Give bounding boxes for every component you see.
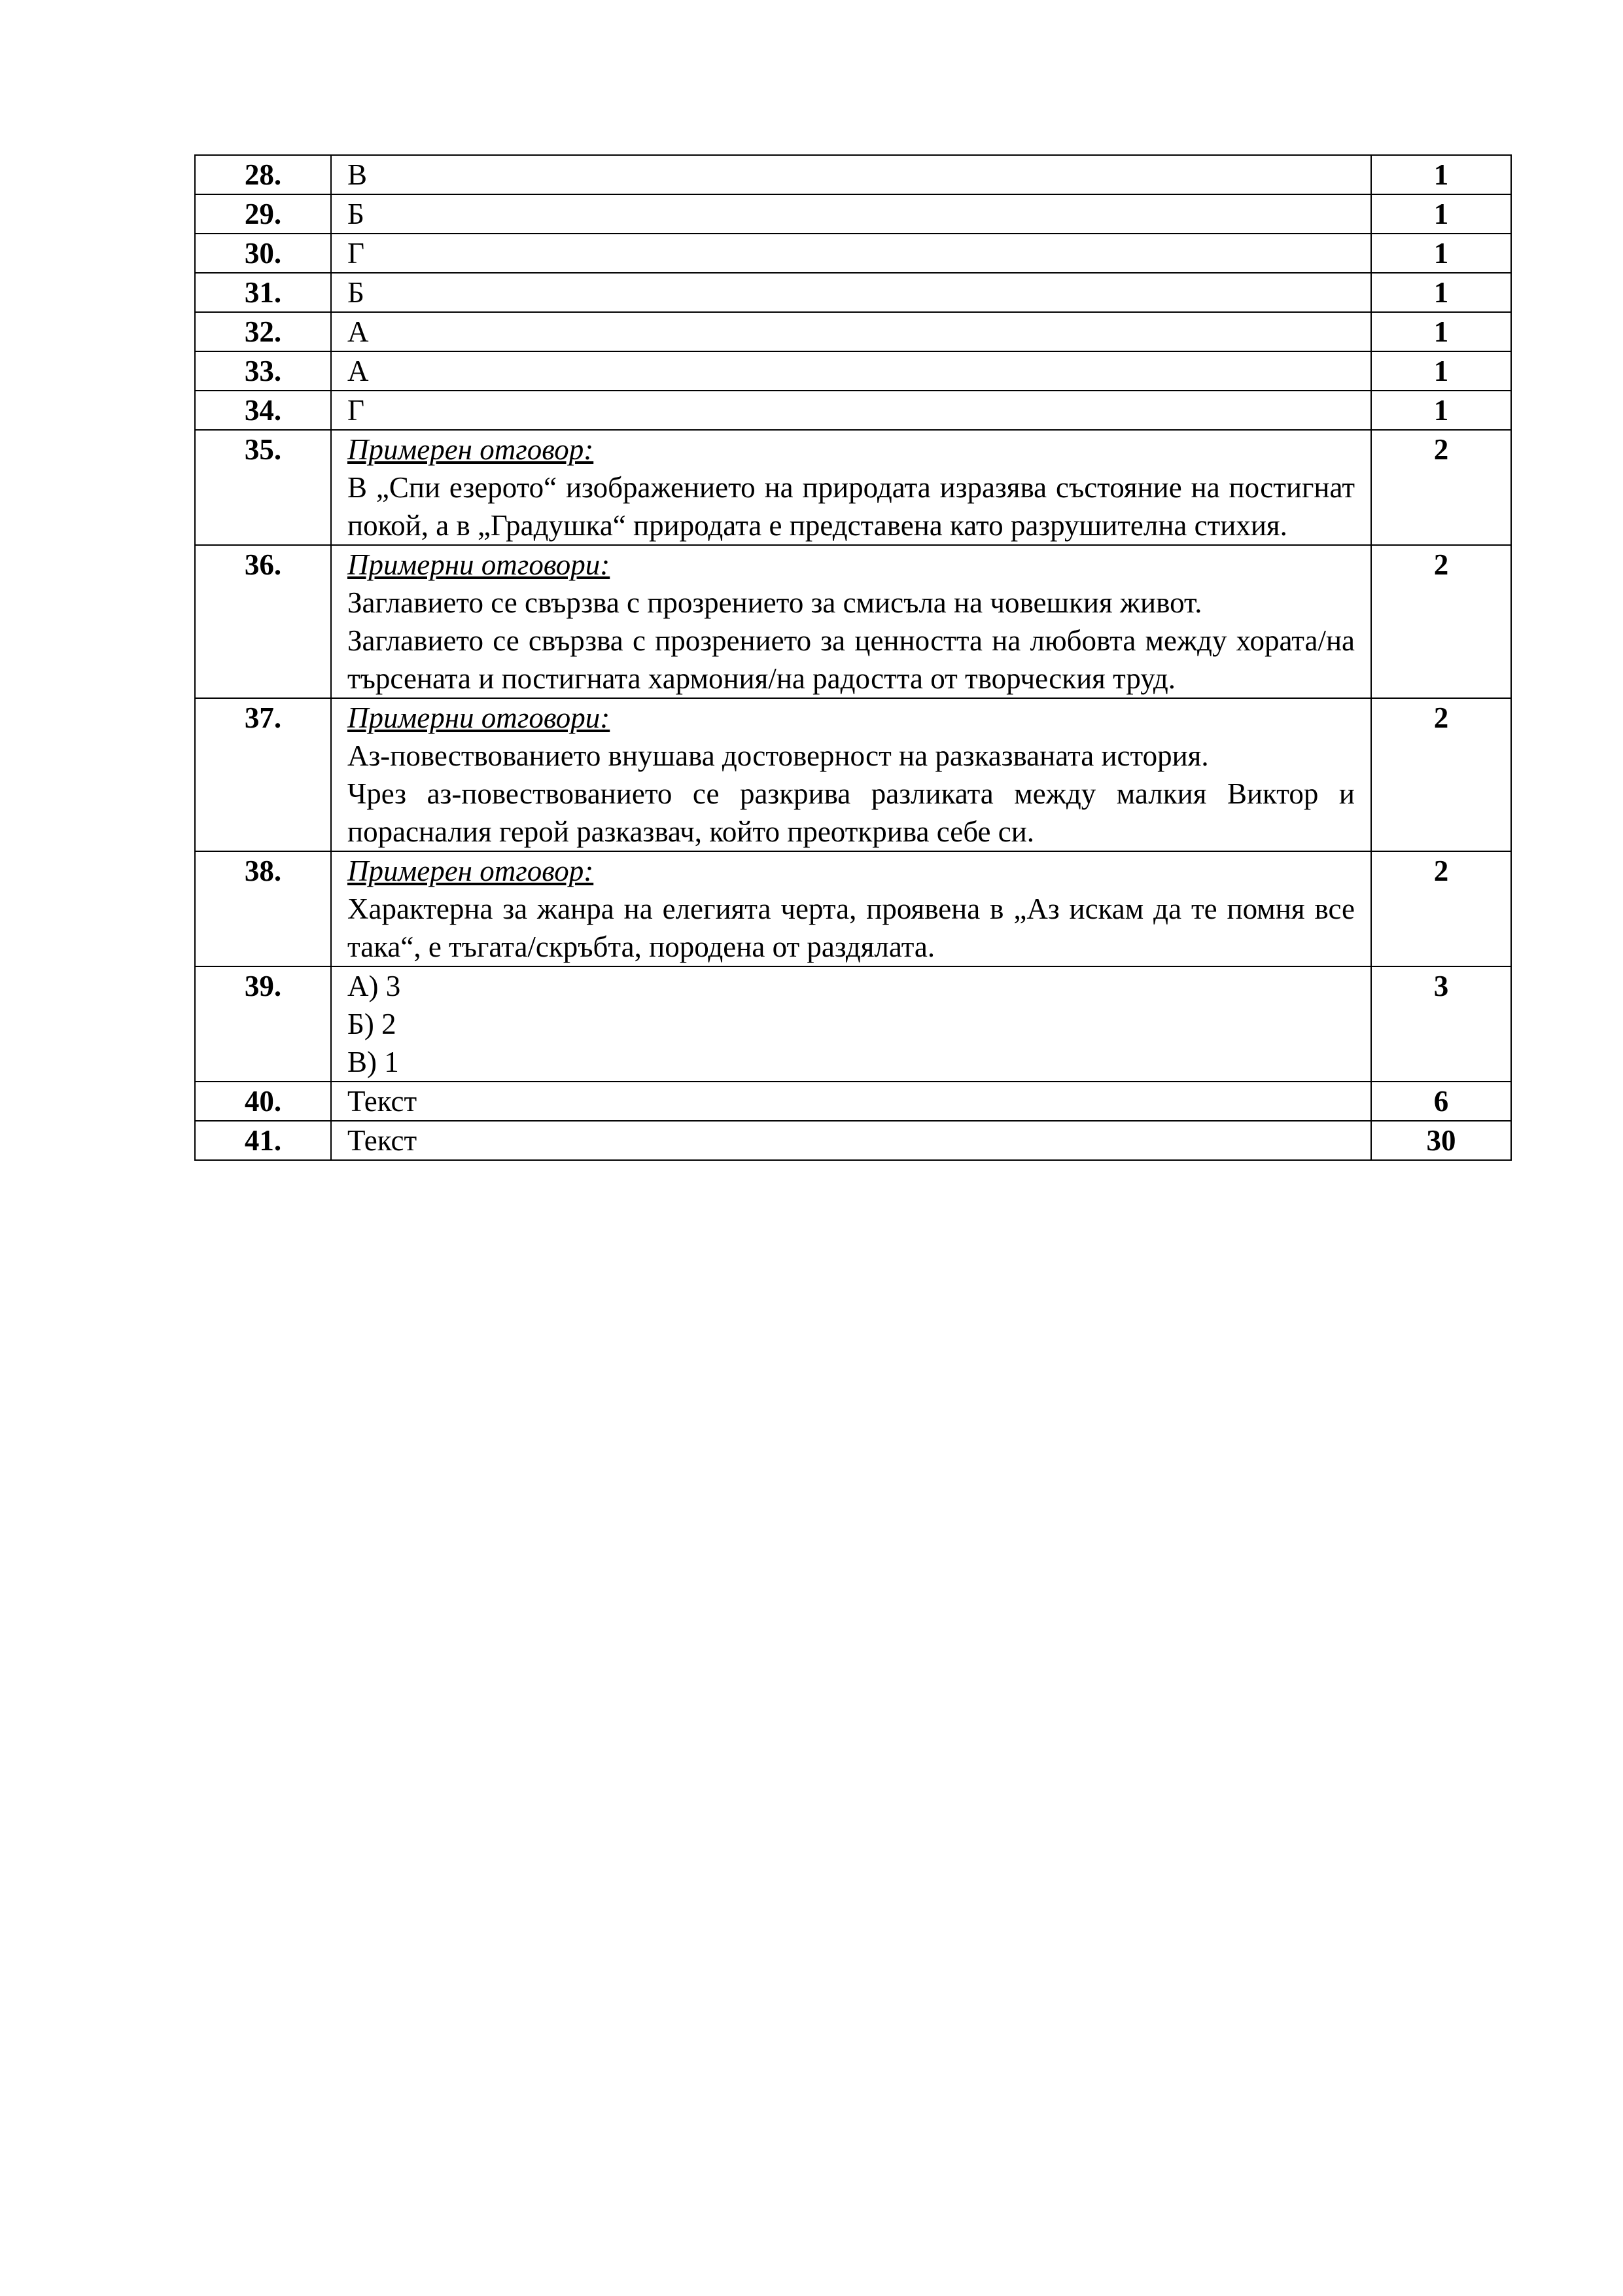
table-row (195, 545, 1511, 698)
answer-cell (331, 545, 1371, 698)
sample-answer-label: Примерен отговор: (347, 433, 594, 466)
points-cell: 6 (1371, 1082, 1511, 1121)
table-row (195, 1082, 1511, 1121)
answer-text: Заглавието се свързва с прозрението за смисъла на човешкия живот. (347, 586, 1202, 619)
points-cell: 2 (1371, 430, 1511, 545)
table-row (195, 312, 1511, 351)
table-row (195, 351, 1511, 391)
answer-cell (331, 966, 1371, 1082)
answer-text: В „Спи езерото“ изображението на природата изразява състояние на постигнат покой, а в „Градушка“ природата е представена като разрушителна стихия. (347, 471, 1355, 542)
table-row (195, 1121, 1511, 1160)
table-row (195, 698, 1511, 851)
sample-answer-label: Примерни отговори: (347, 701, 610, 734)
question-number: 35. (195, 430, 331, 545)
question-number: 37. (195, 698, 331, 851)
question-number: 41. (195, 1121, 331, 1160)
question-number: 30. (195, 234, 331, 273)
question-number: 29. (195, 194, 331, 234)
points-cell: 1 (1371, 155, 1511, 194)
question-number: 36. (195, 545, 331, 698)
sample-answer-label: Примерни отговори: (347, 548, 610, 581)
question-number: 32. (195, 312, 331, 351)
points-cell: 30 (1371, 1121, 1511, 1160)
question-number: 38. (195, 851, 331, 966)
points-cell: 2 (1371, 545, 1511, 698)
points-cell: 1 (1371, 391, 1511, 430)
question-number: 33. (195, 351, 331, 391)
answer-cell (331, 851, 1371, 966)
points-cell: 1 (1371, 312, 1511, 351)
table-row (195, 273, 1511, 312)
answer-cell: Г (331, 391, 1371, 430)
answer-key-table (194, 154, 1512, 1161)
points-cell: 1 (1371, 351, 1511, 391)
question-number: 34. (195, 391, 331, 430)
table-row (195, 966, 1511, 1082)
answer-cell: Г (331, 234, 1371, 273)
table-row (195, 194, 1511, 234)
answer-text: Заглавието се свързва с прозрението за ценността на любовта между хората/на търсената и постигната хармония/на радостта от творческия труд. (347, 624, 1355, 695)
points-cell: 3 (1371, 966, 1511, 1082)
answer-cell: Б (331, 194, 1371, 234)
points-cell: 1 (1371, 273, 1511, 312)
points-cell: 2 (1371, 851, 1511, 966)
answer-cell: Б (331, 273, 1371, 312)
option-answer: А) 3 (347, 970, 401, 1002)
sample-answer-label: Примерен отговор: (347, 855, 594, 887)
answer-text: Характерна за жанра на елегията черта, проявена в „Аз искам да те помня все така“, е тъгата/скръбта, породена от раздялата. (347, 892, 1355, 963)
table-row (195, 851, 1511, 966)
answer-cell (331, 698, 1371, 851)
answer-cell: А (331, 351, 1371, 391)
question-number: 28. (195, 155, 331, 194)
question-number: 31. (195, 273, 331, 312)
answer-text: Чрез аз-повествованието се разкрива разликата между малкия Виктор и порасналия герой разказвач, който преоткрива себе си. (347, 777, 1355, 848)
option-answer: В) 1 (347, 1046, 399, 1078)
question-number: 39. (195, 966, 331, 1082)
answer-cell: Текст (331, 1121, 1371, 1160)
answer-cell: Текст (331, 1082, 1371, 1121)
answer-text: Аз-повествованието внушава достоверност на разказваната история. (347, 739, 1209, 772)
answer-cell: В (331, 155, 1371, 194)
question-number: 40. (195, 1082, 331, 1121)
points-cell: 2 (1371, 698, 1511, 851)
option-answer: Б) 2 (347, 1008, 396, 1040)
table-row (195, 234, 1511, 273)
answer-cell: А (331, 312, 1371, 351)
points-cell: 1 (1371, 234, 1511, 273)
points-cell: 1 (1371, 194, 1511, 234)
table-row (195, 391, 1511, 430)
answer-cell (331, 430, 1371, 545)
table-row (195, 155, 1511, 194)
table-row (195, 430, 1511, 545)
